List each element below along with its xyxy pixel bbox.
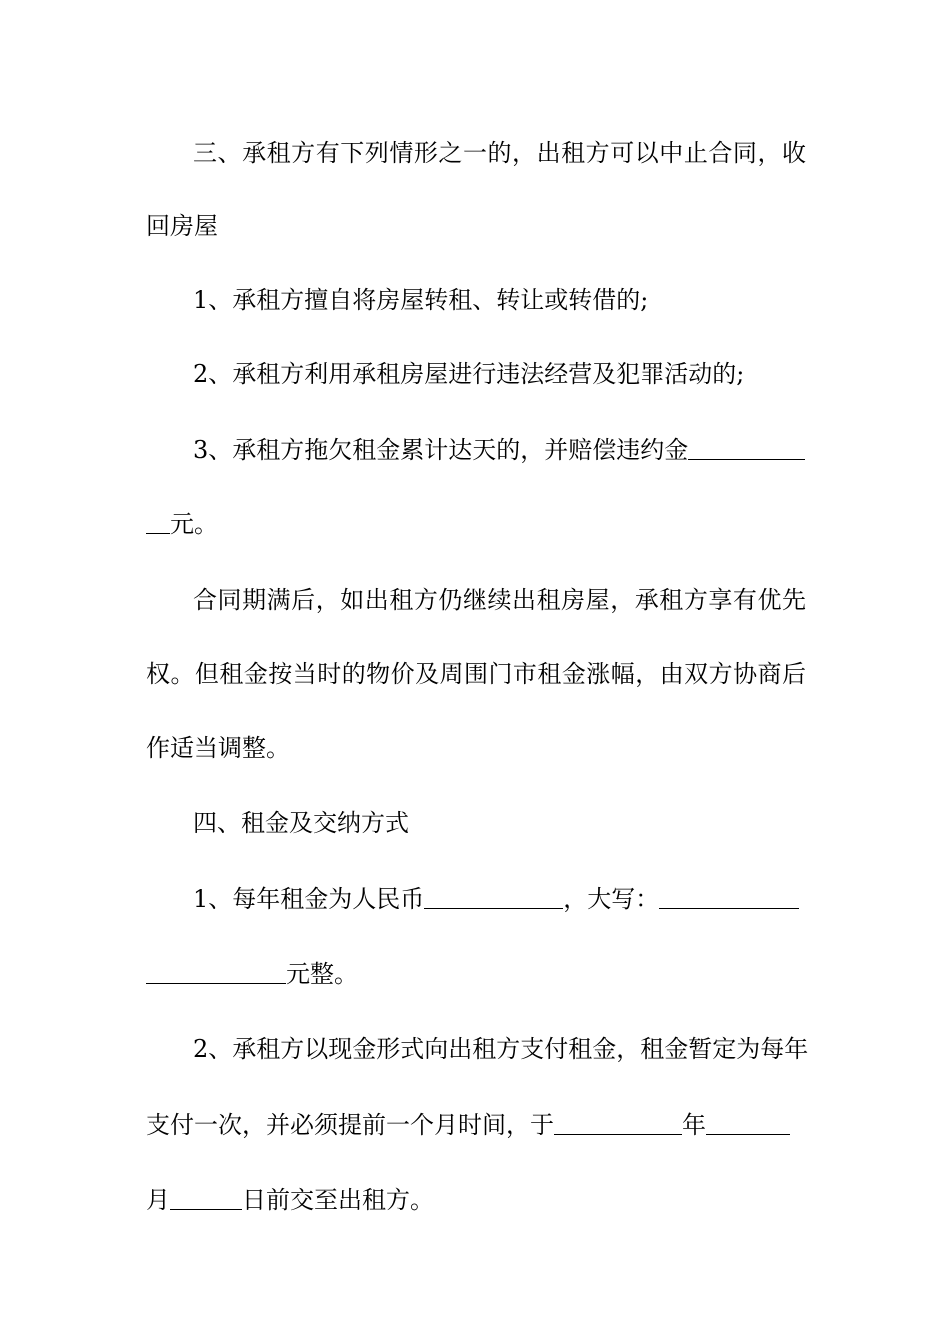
payment-timing-text: 支付一次，并必须提前一个月时间，于 [146, 1111, 554, 1139]
clause-3-heading-line-2: 回房屋 [146, 212, 218, 240]
year-label: 年 [682, 1111, 706, 1139]
renewal-paragraph-line-3: 作适当调整。 [146, 734, 290, 762]
clause-4-item-2-line-3 [146, 1180, 806, 1220]
clause-4-item-1-line-1 [193, 879, 806, 919]
amount-in-words-blank-continued [146, 959, 286, 984]
renewal-paragraph-line-1: 合同期满后，如出租方仍继续出租房屋，承租方享有优先 [193, 586, 806, 614]
penalty-amount-blank [688, 435, 805, 460]
payment-year-blank [554, 1110, 682, 1135]
clause-3-item-3-unit: 元。 [170, 510, 218, 538]
clause-3-item-3-line-2 [146, 504, 806, 544]
payment-day-blank [170, 1185, 242, 1210]
clause-4-item-2-line-1: 2、承租方以现金形式向出租方支付租金，租金暂定为每年 [193, 1035, 809, 1063]
payment-deadline-text: 日前交至出租方。 [242, 1186, 434, 1214]
clause-4-item-1-line-2 [146, 954, 806, 994]
amount-in-words-blank [659, 884, 799, 909]
annual-rent-figure-blank [424, 884, 563, 909]
month-label: 月 [146, 1186, 170, 1214]
annual-rent-label: 1、每年租金为人民币 [193, 885, 425, 913]
renewal-paragraph-line-2: 权。但租金按当时的物价及周围门市租金涨幅，由双方协商后 [146, 660, 806, 688]
penalty-amount-blank-continued [146, 509, 170, 534]
clause-4-item-2-line-2 [146, 1105, 806, 1145]
clause-3-item-1: 1、承租方擅自将房屋转租、转让或转借的; [193, 286, 649, 314]
clause-3-item-2: 2、承租方利用承租房屋进行违法经营及犯罪活动的; [193, 360, 745, 388]
clause-4-heading: 四、租金及交纳方式 [193, 809, 409, 837]
clause-3-heading-line-1: 三、承租方有下列情形之一的，出租方可以中止合同，收 [193, 139, 806, 167]
clause-3-item-3-text: 3、承租方拖欠租金累计达天的，并赔偿违约金 [193, 436, 689, 464]
clause-3-item-3-line-1 [193, 430, 806, 470]
payment-month-blank [706, 1110, 790, 1135]
amount-unit: 元整。 [286, 960, 358, 988]
amount-in-words-label: ，大写： [563, 885, 660, 913]
